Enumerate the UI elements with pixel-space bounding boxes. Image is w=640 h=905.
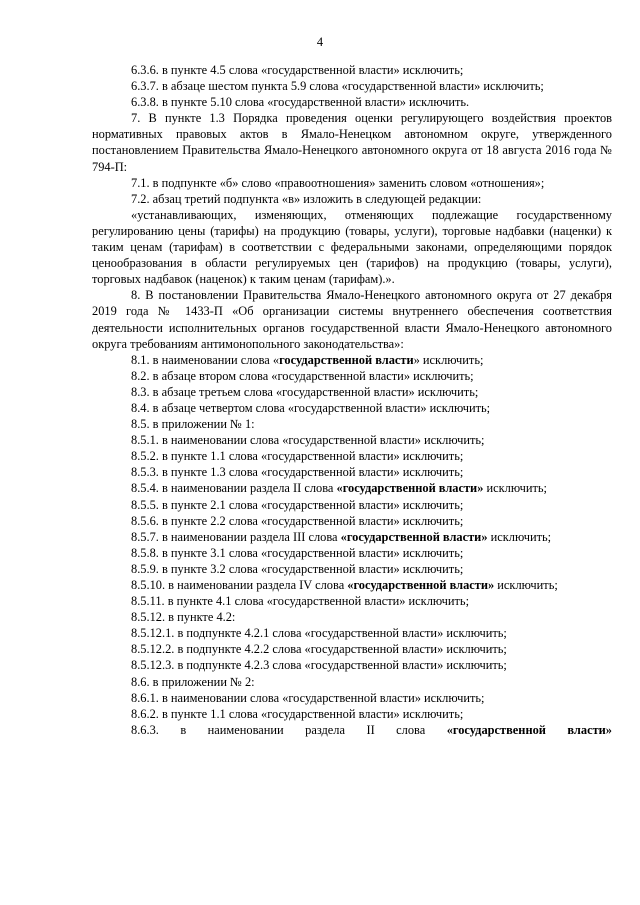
paragraph-6-3-7: 6.3.7. в абзаце шестом пункта 5.9 слова «государственной власти» исключить; [131, 79, 544, 94]
paragraph-8-5-2: 8.5.2. в пункте 1.1 слова «государственной власти» исключить; [131, 449, 464, 464]
paragraph-8: 8. В постановлении Правительства Ямало-Ненецкого автономного округа от 27 декабря 2019 года № 1433-П «Об организации системы внутреннего обеспечения соответствия деятельности исполнительных органов государственной власти Ямало-Ненецкого автономного округа требованиям антимонопольного законодательства»: [92, 288, 612, 351]
paragraph-8-5-5: 8.5.5. в пункте 2.1 слова «государственной власти» исключить; [131, 497, 464, 512]
paragraph-8-6-1: 8.6.1. в наименовании слова «государственной власти» исключить; [131, 690, 485, 705]
paragraph-8-6-2: 8.6.2. в пункте 1.1 слова «государственной власти» исключить; [131, 706, 464, 721]
paragraph-6-3-6: 6.3.6. в пункте 4.5 слова «государственной власти» исключить; [131, 63, 464, 77]
paragraph-8-3: 8.3. в абзаце третьем слова «государственной власти» исключить; [131, 384, 479, 399]
paragraph-8-6: 8.6. в приложении № 2: [131, 674, 255, 689]
paragraph-8-4: 8.4. в абзаце четвертом слова «государственной власти» исключить; [131, 400, 491, 415]
paragraph-8-5-11: 8.5.11. в пункте 4.1 слова «государственной власти» исключить; [131, 594, 470, 609]
paragraph-quote: «устанавливающих, изменяющих, отменяющих подлежащие государственному регулированию цены (тарифы) на продукцию (товары, услуги), торговые надбавки (наценки) к таким ценам (тарифам) в соответствии с федеральными законами, определяющими порядок ценообразования в области регулируемых цен (тарифов) на продукцию (товары, услуги), торговых надбавок (наценок) к таким ценам (тарифам).». [92, 207, 612, 287]
paragraph-8-1: 8.1. в наименовании слова «государственной власти» исключить; [131, 352, 484, 367]
paragraph-8-5-9: 8.5.9. в пункте 3.2 слова «государственной власти» исключить; [131, 561, 464, 576]
paragraph-8-5-12-2: 8.5.12.2. в подпункте 4.2.2 слова «государственной власти» исключить; [131, 642, 507, 657]
document-body [92, 62, 612, 738]
paragraph-8-5-12-3: 8.5.12.3. в подпункте 4.2.3 слова «государственной власти» исключить; [131, 658, 507, 673]
paragraph-8-6-3: 8.6.3. в наименовании раздела II слова «государственной власти» [131, 722, 612, 737]
paragraph-8-5-12: 8.5.12. в пункте 4.2: [131, 610, 236, 625]
paragraph-8-5-1: 8.5.1. в наименовании слова «государственной власти» исключить; [131, 433, 485, 448]
paragraph-7: 7. В пункте 1.3 Порядка проведения оценки регулирующего воздействия проектов нормативных правовых актов в Ямало-Ненецком автономном округе, утвержденного постановлением Правительства Ямало-Ненецкого автономного округа от 18 августа 2016 года № 794-П: [92, 111, 612, 174]
paragraph-8-2: 8.2. в абзаце втором слова «государственной власти» исключить; [131, 368, 474, 383]
paragraph-8-5-6: 8.5.6. в пункте 2.2 слова «государственной власти» исключить; [131, 513, 464, 528]
paragraph-8-5-12-1: 8.5.12.1. в подпункте 4.2.1 слова «государственной власти» исключить; [131, 626, 507, 641]
paragraph-8-5-7: 8.5.7. в наименовании раздела III слова «государственной власти» исключить; [131, 529, 552, 544]
paragraph-7-2: 7.2. абзац третий подпункта «в» изложить в следующей редакции: [131, 191, 482, 206]
paragraph-8-5-3: 8.5.3. в пункте 1.3 слова «государственной власти» исключить; [131, 465, 464, 480]
paragraph-8-5: 8.5. в приложении № 1: [131, 417, 255, 432]
paragraph-8-5-10: 8.5.10. в наименовании раздела IV слова «государственной власти» исключить; [131, 578, 558, 592]
paragraph-7-1: 7.1. в подпункте «б» слово «правоотношения» заменить словом «отношения»; [131, 175, 545, 190]
page-number: 4 [316, 35, 324, 49]
paragraph-8-5-4: 8.5.4. в наименовании раздела II слова «государственной власти» исключить; [131, 481, 547, 496]
paragraph-8-5-8: 8.5.8. в пункте 3.1 слова «государственной власти» исключить; [131, 545, 464, 560]
paragraph-6-3-8: 6.3.8. в пункте 5.10 слова «государственной власти» исключить. [131, 95, 470, 110]
